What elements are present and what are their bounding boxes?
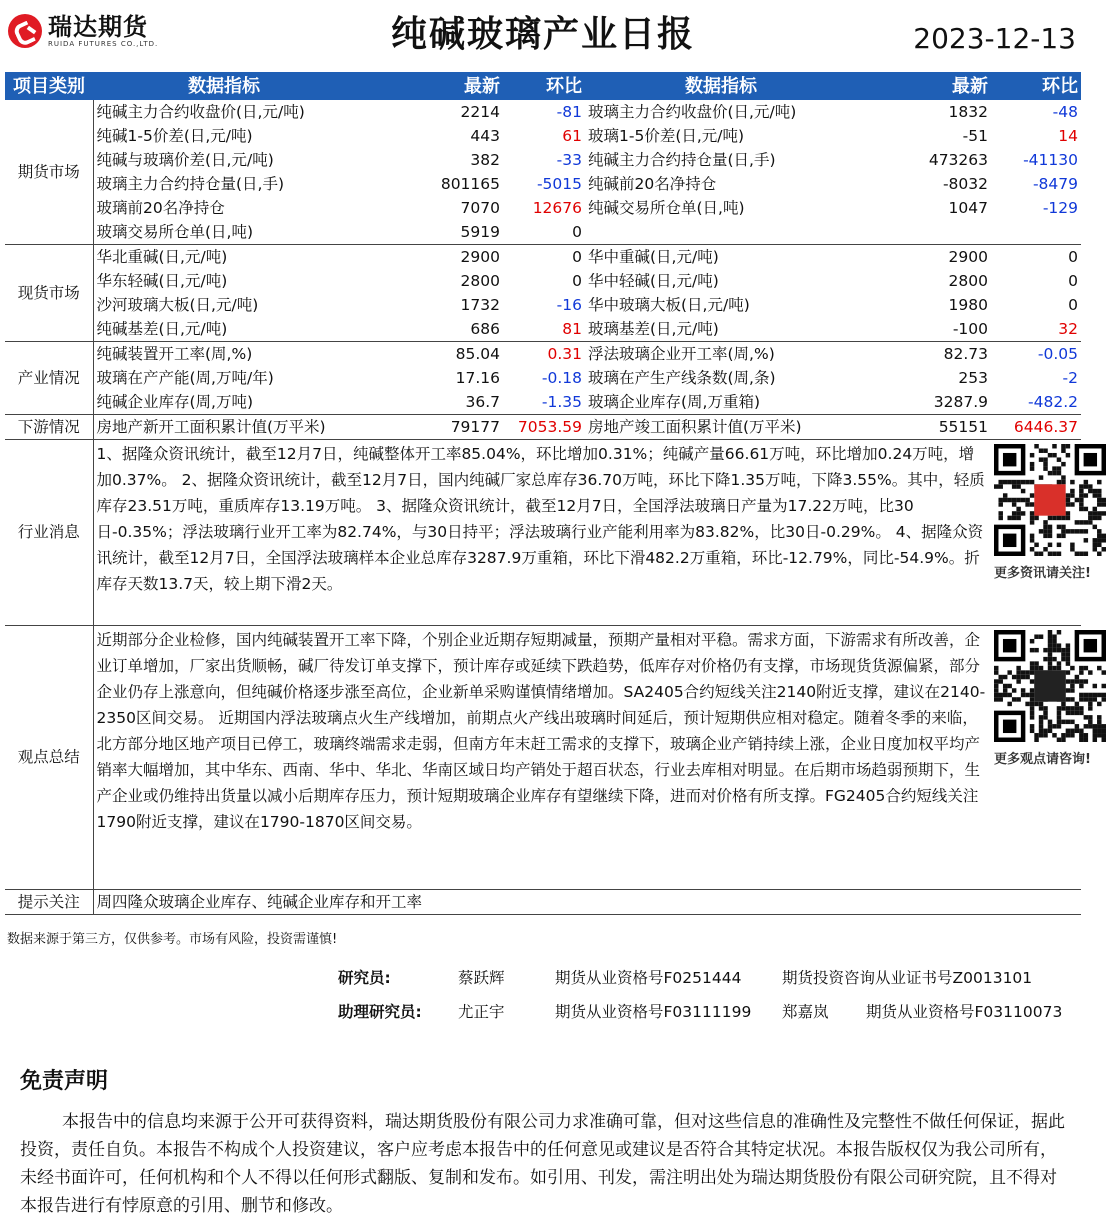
- indicator-name: 华中重碱(日,元/吨): [588, 247, 719, 266]
- indicator-name: 纯碱企业库存(周,万吨): [93, 390, 355, 415]
- data-source-note: 数据来源于第三方，仅供参考。市场有风险，投资需谨慎!: [7, 932, 338, 947]
- table-row: [5, 293, 1081, 317]
- change-value: 32: [991, 317, 1081, 342]
- change-value: 12676: [532, 198, 582, 217]
- col-latest-left: 最新: [355, 72, 503, 100]
- indicator-name: 玻璃在产生产线条数(周,条): [588, 368, 776, 387]
- indicator-name: 玻璃交易所仓单(日,吨): [93, 220, 355, 245]
- qr-caption: 更多观点请咨询!: [994, 752, 1091, 767]
- table-row: [5, 196, 1081, 220]
- indicator-name: 华北重碱(日,元/吨): [96, 247, 228, 266]
- indicator-name: 房地产竣工面积累计值(万平米): [585, 415, 857, 440]
- change-value: [991, 220, 1081, 245]
- researcher-advisor-cert: 期货投资咨询从业证书号Z0013101: [782, 969, 1033, 987]
- disclaimer-text: 本报告中的信息均来源于公开可获得资料，瑞达期货股份有限公司力求准确可靠，但对这些信息的准确性及完整性不做任何保证，据此投资，责任自负。本报告不构成个人投资建议，客户应考虑本报告中的任何意见或建议是否符合其特定状况。本报告版权仅为我公司所有，未经书面许可，任何机构和个人不得以任何形式翻版、复制和发布。如引用、刊发，需注明出处为瑞达期货股份有限公司研究院，且不得对本报告进行有悖原意的引用、删节和修改。: [20, 1112, 1065, 1216]
- summary-row: [5, 626, 1081, 890]
- change-value: -5015: [536, 174, 582, 193]
- indicator-name: 纯碱基差(日,元/吨): [93, 317, 355, 342]
- col-indicator-left: 数据指标: [93, 72, 355, 100]
- latest-value: 253: [958, 368, 988, 387]
- indicator-name: 华中轻碱(日,元/吨): [588, 271, 719, 290]
- change-value: 14: [1058, 126, 1078, 145]
- category-label: 行业消息: [5, 440, 93, 626]
- data-table: [5, 72, 1091, 915]
- col-latest-right: 最新: [857, 72, 991, 100]
- tips-row: [5, 890, 1081, 915]
- indicator-name: 沙河玻璃大板(日,元/吨): [96, 295, 259, 314]
- table-row: [5, 245, 1081, 270]
- assistant-name: 尤正宇: [458, 1003, 505, 1021]
- disclaimer-title: 免责声明: [20, 1069, 109, 1094]
- indicator-name: 纯碱主力合约收盘价(日,元/吨): [96, 102, 305, 121]
- indicator-name: 玻璃主力合约收盘价(日,元/吨): [588, 102, 797, 121]
- latest-value: -100: [857, 317, 991, 342]
- change-value: 61: [562, 126, 582, 145]
- latest-value: 7070: [460, 198, 500, 217]
- latest-value: 36.7: [355, 390, 503, 415]
- indicator-name: 纯碱主力合约持仓量(日,手): [588, 150, 776, 169]
- indicator-name: 浮法玻璃企业开工率(周,%): [588, 344, 775, 363]
- change-value: -1.35: [503, 390, 585, 415]
- logo-english: RUIDA FUTURES CO.,LTD.: [48, 40, 159, 48]
- report-header: [0, 0, 1086, 66]
- table-row: [5, 124, 1081, 148]
- industry-news-text: 1、据隆众资讯统计，截至12月7日，纯碱整体开工率85.04%，环比增加0.31%；纯碱产量66.61万吨，环比增加0.24万吨，增加0.37%。 2、据隆众资讯统计，截至12月7日，国内纯碱厂家总库存36.70万吨，环比下降1.35万吨，下降3.55%。其中，轻质库存23.51万吨，重质库存13.19万吨。 3、据隆众资讯统计，截至12月7日，全国浮法玻璃日产量为17.22万吨，比30日-0.35%；浮法玻璃行业开工率为82.74%，与30日持平；浮法玻璃行业产能利用率为83.82%，比30日-0.29%。 4、据隆众资讯统计，截至12月7日，全国浮法玻璃样本企业总库存3287.9万重箱，环比下滑482.2万重箱，环比-12.79%，同比-54.9%。折库存天数13.7天，较上期下滑2天。: [93, 440, 991, 626]
- latest-value: 17.16: [455, 368, 500, 387]
- qr-code-icon: [994, 444, 1106, 556]
- change-value: -33: [556, 150, 582, 169]
- table-row: [5, 172, 1081, 196]
- latest-value: -8032: [942, 174, 988, 193]
- change-value: -41130: [1023, 150, 1078, 169]
- latest-value: 686: [355, 317, 503, 342]
- change-value: -16: [556, 295, 582, 314]
- latest-value: 5919: [355, 220, 503, 245]
- researcher-cert: 期货从业资格号F0251444: [555, 969, 742, 987]
- qr-block-news: [991, 440, 1091, 626]
- col-change-right: 环比: [991, 72, 1081, 100]
- summary-text: 近期部分企业检修，国内纯碱装置开工率下降，个别企业近期存短期减量，预期产量相对平稳。需求方面，下游需求有所改善，企业订单增加，厂家出货顺畅，碱厂待发订单支撑下，预计库存或延续下跌趋势，低库存对价格仍有支撑，市场现货货源偏紧，部分企业仍存上涨意向，但纯碱价格逐步涨至高位，企业新单采购谨慎情绪增加。SA2405合约短线关注2140附近支撑，建议在2140-2350区间交易。 近期国内浮法玻璃点火生产线增加，前期点火产线出玻璃时间延后，预计短期供应相对稳定。随着冬季的来临，北方部分地区地产项目已停工，玻璃终端需求走弱，但南方年末赶工需求的支撑下，玻璃企业产销持续上涨，企业日度加权平均产销率大幅增加，其中华东、西南、华中、华北、华南区域日均产销处于超百状态，行业去库相对明显。在后期市场趋弱预期下，生产企业或仍维持出货量以减小后期库存压力，预计短期玻璃企业库存有望继续下降，进而对价格有所支撑。FG2405合约短线关注1790附近支撑，建议在1790-1870区间交易。: [93, 626, 991, 890]
- change-value: 0: [572, 271, 582, 290]
- table-row: [5, 342, 1081, 367]
- logo-name: 瑞达期货: [48, 13, 148, 41]
- table-row: [5, 148, 1081, 172]
- change-value: 0.31: [547, 344, 582, 363]
- table-row: [5, 220, 1081, 245]
- table-row: [5, 415, 1081, 440]
- table-row: [5, 366, 1081, 390]
- table-row: [5, 269, 1081, 293]
- tips-text: 周四隆众玻璃企业库存、纯碱企业库存和开工率: [93, 890, 1081, 915]
- assistant2-name: 郑嘉岚: [782, 1003, 829, 1021]
- table-row: [5, 317, 1081, 342]
- table-row: [5, 100, 1081, 124]
- latest-value: 443: [470, 126, 500, 145]
- category-label: 提示关注: [5, 890, 93, 915]
- change-value: -482.2: [991, 390, 1081, 415]
- change-value: 0: [503, 220, 585, 245]
- category-label: 产业情况: [5, 342, 93, 415]
- qr-caption: 更多资讯请关注!: [994, 566, 1091, 581]
- indicator-name: 玻璃前20名净持仓: [96, 198, 225, 217]
- indicator-name: [585, 220, 857, 245]
- industry-news-row: [5, 440, 1081, 626]
- col-indicator-right: 数据指标: [585, 72, 857, 100]
- indicator-name: 玻璃主力合约持仓量(日,手): [96, 174, 285, 193]
- change-value: 0: [1068, 271, 1078, 290]
- latest-value: 55151: [857, 415, 991, 440]
- assistant-label: 助理研究员:: [338, 1003, 422, 1021]
- latest-value: -51: [962, 126, 988, 145]
- change-value: -81: [556, 102, 582, 121]
- latest-value: 2900: [460, 247, 500, 266]
- latest-value: 473263: [928, 150, 988, 169]
- latest-value: 82.73: [943, 344, 988, 363]
- indicator-name: 纯碱与玻璃价差(日,元/吨): [96, 150, 274, 169]
- table-row: [5, 390, 1081, 415]
- report-date: 2023-12-13: [913, 22, 1076, 55]
- change-value: 81: [503, 317, 585, 342]
- change-value: 0: [572, 247, 582, 266]
- report-title: 纯碱玻璃产业日报: [390, 14, 695, 55]
- category-label: 现货市场: [5, 245, 93, 342]
- col-change-left: 环比: [503, 72, 585, 100]
- qr-code-icon: [994, 630, 1106, 742]
- table-header-row: [5, 72, 1081, 100]
- researcher-name: 蔡跃辉: [458, 969, 505, 987]
- change-value: -2: [1062, 368, 1078, 387]
- latest-value: 1732: [460, 295, 500, 314]
- category-label: 观点总结: [5, 626, 93, 890]
- latest-value: 2800: [460, 271, 500, 290]
- indicator-name: 华中玻璃大板(日,元/吨): [588, 295, 750, 314]
- qr-block-summary: [991, 626, 1091, 890]
- indicator-name: 玻璃企业库存(周,万重箱): [585, 390, 857, 415]
- indicator-name: 纯碱交易所仓单(日,吨): [588, 198, 745, 217]
- category-label: 下游情况: [5, 415, 93, 440]
- latest-value: 1047: [948, 198, 988, 217]
- indicator-name: 玻璃1-5价差(日,元/吨): [588, 126, 745, 145]
- latest-value: 85.04: [455, 344, 500, 363]
- researcher-label: 研究员:: [338, 969, 391, 987]
- latest-value: 2214: [460, 102, 500, 121]
- indicator-name: 房地产新开工面积累计值(万平米): [93, 415, 355, 440]
- latest-value: 1832: [948, 102, 988, 121]
- change-value: -129: [1042, 198, 1078, 217]
- latest-value: 382: [470, 150, 500, 169]
- indicator-name: 玻璃基差(日,元/吨): [585, 317, 857, 342]
- change-value: 0: [1068, 247, 1078, 266]
- latest-value: 3287.9: [857, 390, 991, 415]
- change-value: 6446.37: [991, 415, 1081, 440]
- indicator-name: 纯碱1-5价差(日,元/吨): [96, 126, 253, 145]
- latest-value: [857, 220, 991, 245]
- change-value: -0.05: [1037, 344, 1078, 363]
- assistant-cert: 期货从业资格号F03111199: [555, 1003, 752, 1021]
- latest-value: 2900: [948, 247, 988, 266]
- category-label: 期货市场: [5, 100, 93, 245]
- change-value: -0.18: [541, 368, 582, 387]
- change-value: 0: [1068, 295, 1078, 314]
- change-value: -48: [1052, 102, 1078, 121]
- change-value: 7053.59: [503, 415, 585, 440]
- change-value: -8479: [1032, 174, 1078, 193]
- latest-value: 2800: [948, 271, 988, 290]
- indicator-name: 玻璃在产产能(周,万吨/年): [96, 368, 274, 387]
- latest-value: 801165: [440, 174, 500, 193]
- latest-value: 79177: [355, 415, 503, 440]
- indicator-name: 纯碱装置开工率(周,%): [96, 344, 253, 363]
- col-category: 项目类别: [5, 72, 93, 100]
- latest-value: 1980: [948, 295, 988, 314]
- assistant2-cert: 期货从业资格号F03110073: [866, 1003, 1063, 1021]
- indicator-name: 华东轻碱(日,元/吨): [96, 271, 228, 290]
- indicator-name: 纯碱前20名净持仓: [588, 174, 717, 193]
